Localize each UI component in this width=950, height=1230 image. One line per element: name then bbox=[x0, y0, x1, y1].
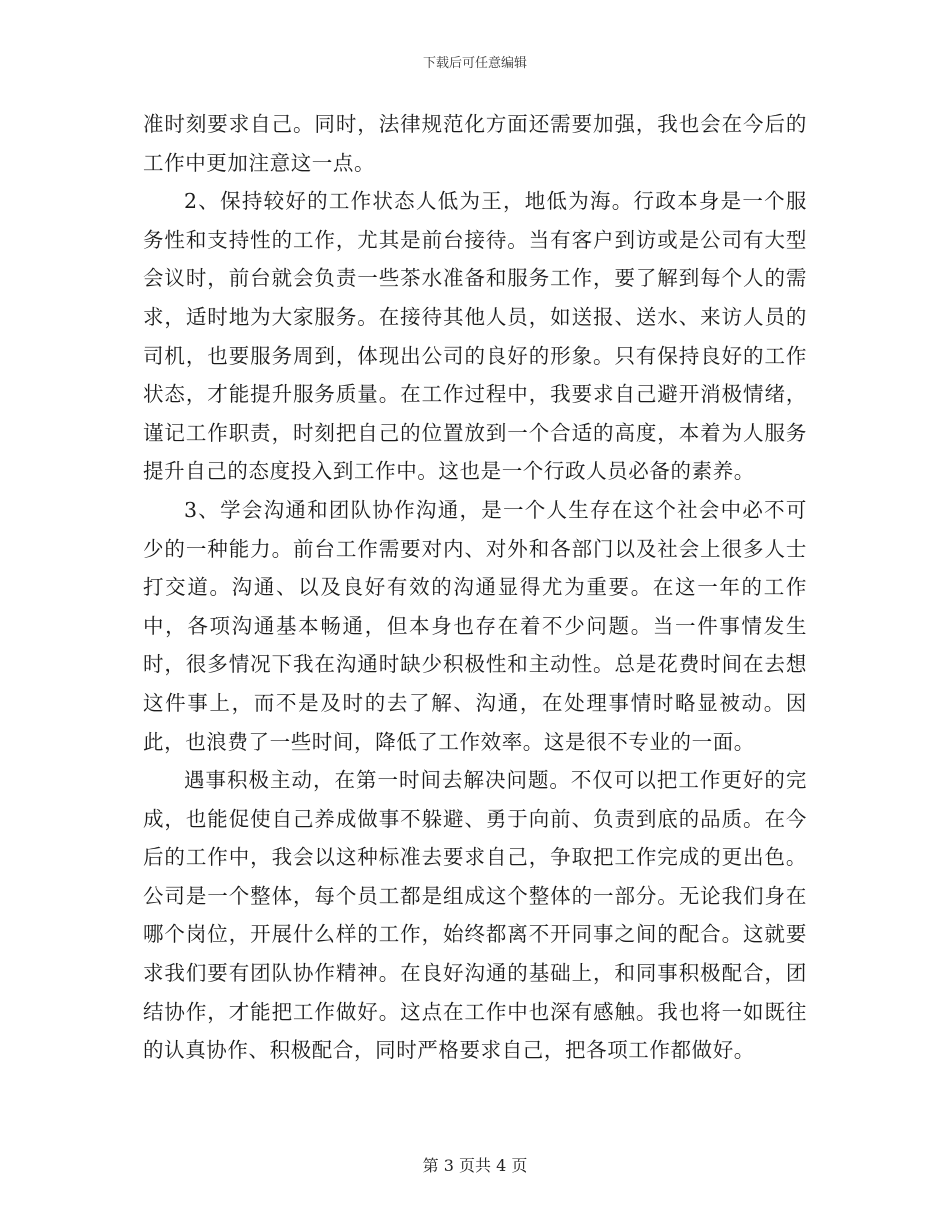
paragraph-communication: 3、学会沟通和团队协作沟通，是一个人生存在这个社会中必不可少的一种能力。前台工作需要对内、对外和各部门以及社会上很多人士打交道。沟通、以及良好有效的沟通显得尤为重要。在这一年的工作中，各项沟通基本畅通，但本身也存在着不少问题。当一件事情发生时，很多情况下我在沟通时缺少积极性和主动性。总是花费时间在去想这件事上，而不是及时的去了解、沟通，在处理事情时略显被动。因此，也浪费了一些时间，降低了工作效率。这是很不专业的一面。 bbox=[143, 497, 807, 754]
page-header: 下载后可任意编辑 bbox=[422, 56, 527, 71]
page-footer: 第 3 页共 4 页 bbox=[422, 1156, 528, 1175]
paragraph-continuation: 准时刻要求自己。同时，法律规范化方面还需要加强，我也会在今后的工作中更加注意这一点。 bbox=[143, 112, 807, 175]
paragraph-proactive: 遇事积极主动，在第一时间去解决问题。不仅可以把工作更好的完成，也能促使自己养成做事不躲避、勇于向前、负责到底的品质。在今后的工作中，我会以这种标准去要求自己，争取把工作完成的更出色。公司是一个整体，每个员工都是组成这个整体的一部分。无论我们身在哪个岗位，开展什么样的工作，始终都离不开同事之间的配合。这就要求我们要有团队协作精神。在良好沟通的基础上，和同事积极配合，团结协作，才能把工作做好。这点在工作中也深有感触。我也将一如既往的认真协作、积极配合，同时严格要求自己，把各项工作都做好。 bbox=[143, 768, 807, 1063]
document-body bbox=[143, 105, 807, 1070]
paragraph-work-state: 2、保持较好的工作状态人低为王，地低为海。行政本身是一个服务性和支持性的工作，尤其是前台接待。当有客户到访或是公司有大型会议时，前台就会负责一些茶水准备和服务工作，要了解到每个人的需求，适时地为大家服务。在接待其他人员，如送报、送水、来访人员的司机，也要服务周到，体现出公司的良好的形象。只有保持良好的工作状态，才能提升服务质量。在工作过程中，我要求自己避开消极情绪，谨记工作职责，时刻把自己的位置放到一个合适的高度，本着为人服务提升自己的态度投入到工作中。这也是一个行政人员必备的素养。 bbox=[143, 189, 807, 484]
